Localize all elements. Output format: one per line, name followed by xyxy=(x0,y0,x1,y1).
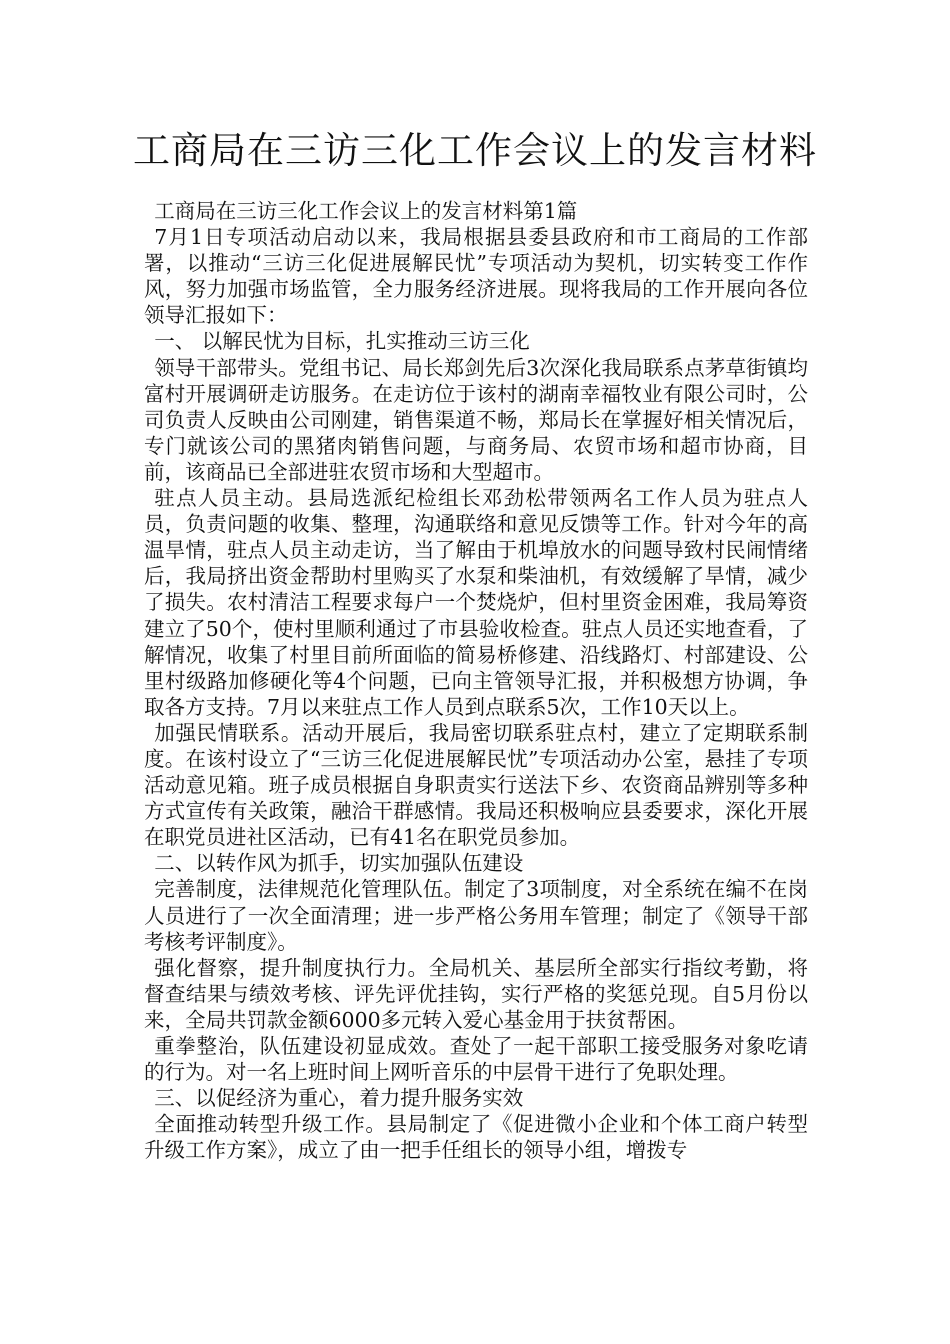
body-paragraph: 完善制度，法律规范化管理队伍。制定了3项制度，对全系统在编不在岗人员进行了一次全面清理；进一步严格公务用车管理；制定了《领导干部考核考评制度》。 xyxy=(144,877,808,954)
section-heading-1: 一、 以解民忧为目标，扎实推动三访三化 xyxy=(154,329,530,354)
document-body xyxy=(144,198,808,1163)
body-paragraph: 强化督察，提升制度执行力。全局机关、基层所全部实行指纹考勤，将督查结果与绩效考核、评先评优挂钩，实行严格的奖惩兑现。自5月份以来，全局共罚款金额6000多元转入爱心基金用于扶贫帮困。 xyxy=(144,955,808,1032)
body-paragraph: 加强民情联系。活动开展后，我局密切联系驻点村，建立了定期联系制度。在该村设立了“三访三化促进展解民忧”专项活动办公室，悬挂了专项活动意见箱。班子成员根据自身职责实行送法下乡、农资商品辨别等多种方式宣传有关政策，融洽干群感情。我局还积极响应县委要求，深化开展在职党员进社区活动，已有41名在职党员参加。 xyxy=(144,720,808,850)
section-heading-3: 三、以促经济为重心，着力提升服务实效 xyxy=(154,1086,524,1111)
intro-paragraph: 7月1日专项活动启动以来，我局根据县委县政府和市工商局的工作部署，以推动“三访三化促进展解民忧”专项活动为契机，切实转变工作作风，努力加强市场监管，全力服务经济进展。现将我局的工作开展向各位领导汇报如下： xyxy=(144,225,808,328)
subtitle-paragraph: 工商局在三访三化工作会议上的发言材料第1篇 xyxy=(154,199,578,223)
body-paragraph: 驻点人员主动。县局选派纪检组长邓劲松带领两名工作人员为驻点人员，负责问题的收集、整理，沟通联络和意见反馈等工作。针对今年的高温旱情，驻点人员主动走访，当了解由于机埠放水的问题导致村民闹情绪后，我局挤出资金帮助村里购买了水泵和柴油机，有效缓解了旱情，减少了损失。农村清洁工程要求每户一个焚烧炉，但村里资金困难，我局筹资建立了50个，使村里顺利通过了市县验收检查。驻点人员还实地查看，了解情况，收集了村里目前所面临的简易桥修建、沿线路灯、村部建设、公里村级路加修硬化等4个问题，已向主管领导汇报，并积极想方协调，争取各方支持。7月以来驻点工作人员到点联系5次，工作10天以上。 xyxy=(144,486,808,719)
body-paragraph: 重拳整治，队伍建设初显成效。查处了一起干部职工接受服务对象吃请的行为。对一名上班时间上网听音乐的中层骨干进行了免职处理。 xyxy=(144,1034,808,1085)
body-paragraph: 全面推动转型升级工作。县局制定了《促进微小企业和个体工商户转型升级工作方案》，成立了由一把手任组长的领导小组，增拨专 xyxy=(144,1112,808,1163)
section-heading-2: 二、以转作风为抓手，切实加强队伍建设 xyxy=(154,851,524,876)
body-paragraph: 领导干部带头。党组书记、局长郑剑先后3次深化我局联系点茅草街镇均富村开展调研走访服务。在走访位于该村的湖南幸福牧业有限公司时，公司负责人反映由公司刚建，销售渠道不畅，郑局长在掌握好相关情况后，专门就该公司的黑猪肉销售问题，与商务局、农贸市场和超市协商，目前，该商品已全部进驻农贸市场和大型超市。 xyxy=(144,355,808,484)
document-title: 工商局在三访三化工作会议上的发言材料 xyxy=(133,129,817,172)
